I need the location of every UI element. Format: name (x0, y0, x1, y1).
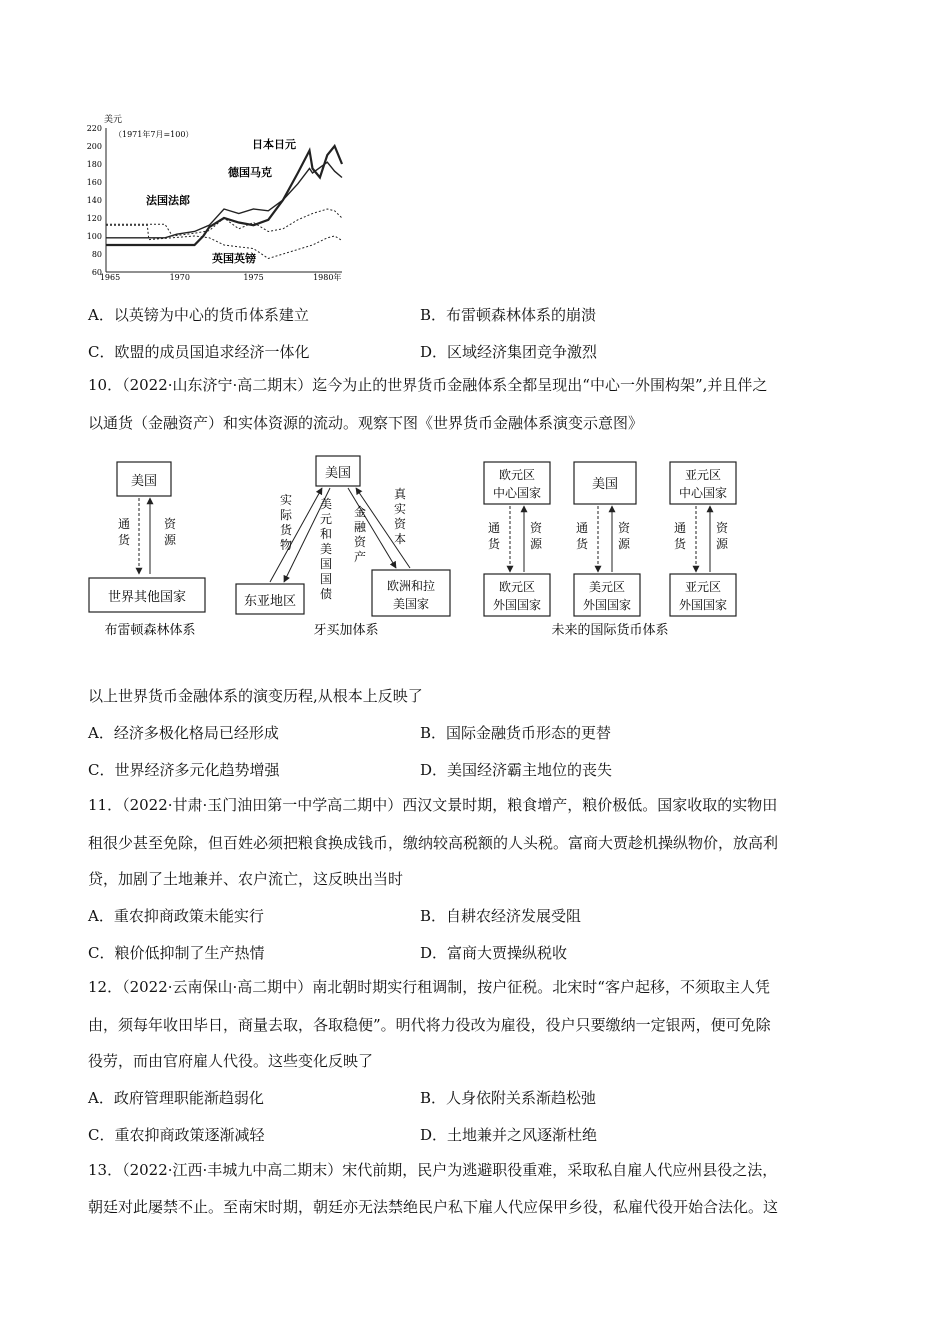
future-as-top-2: 中心国家 (678, 486, 728, 500)
q11-option-c: C．粮价低抑制了生产热情 (88, 944, 265, 962)
label-franc: 法国法郎 (146, 194, 190, 207)
q10-line2: 以通货（金融资产）和实体资源的流动。观察下图《世界货币金融体系演变示意图》 (88, 414, 644, 432)
q12-option-d: D．土地兼并之风逐渐杜绝 (420, 1126, 598, 1144)
future-panel (484, 462, 736, 638)
chart-ylabel: 美元 (104, 115, 123, 125)
future-us-bottom-2: 外国国家 (582, 598, 632, 612)
q9-option-b: B．布雷顿森林体系的崩溃 (420, 306, 597, 324)
future-caption: 未来的国际货币体系 (551, 623, 669, 638)
jm-eu-label-1: 欧洲和拉 (386, 579, 436, 593)
future-us-top: 美国 (591, 477, 619, 492)
future-eu-bottom-2: 外国国家 (492, 598, 542, 612)
bw-label-right: 资源 (164, 517, 177, 547)
bretton-woods-panel (89, 462, 205, 638)
bw-others-label: 世界其他国家 (107, 590, 187, 605)
jm-label-usd: 美元和美国国债 (320, 497, 333, 601)
label-pound: 英国英镑 (212, 252, 256, 265)
jm-eu-label-2: 美国家 (392, 597, 430, 611)
future-as-bottom-2: 外国国家 (678, 598, 728, 612)
q12-option-b: B．人身依附关系渐趋松弛 (420, 1089, 597, 1107)
bw-caption: 布雷顿森林体系 (104, 623, 196, 638)
currency-chart (84, 112, 354, 280)
q12-option-a: A．政府管理职能渐趋弱化 (88, 1089, 264, 1107)
future-eu-top-1: 欧元区 (498, 468, 536, 482)
q10-option-c: C．世界经济多元化趋势增强 (88, 761, 280, 779)
q9-option-a: A．以英镑为中心的货币体系建立 (88, 306, 309, 324)
q11-line2: 租很少甚至免除，但百姓必须把粮食换成钱币，缴纳较高税额的人头税。富商大贾趁机操纵物价，放高利 (88, 834, 779, 852)
jm-us-label: 美国 (324, 466, 352, 481)
y-tick-label: 100 (86, 232, 102, 241)
q10-option-b: B．国际金融货币形态的更替 (420, 724, 612, 742)
jm-label-goods: 实际货物 (280, 493, 293, 552)
y-tick-label: 80 (91, 250, 102, 259)
future-as-top-1: 亚元区 (684, 468, 722, 482)
q10-option-a: A．经济多极化格局已经形成 (88, 724, 279, 742)
q11-option-a: A．重农抑商政策未能实行 (88, 907, 264, 925)
future-us-bottom-1: 美元区 (588, 580, 626, 594)
jamaica-panel (236, 456, 450, 638)
monetary-system-diagram (84, 448, 729, 648)
future-eu-top-2: 中心国家 (492, 486, 542, 500)
series-line-0 (106, 146, 342, 245)
q12-line3: 役劳，而由官府雇人代役。这些变化反映了 (88, 1052, 374, 1070)
series-line-2 (106, 209, 342, 236)
x-tick-label: 1980年 (313, 273, 342, 282)
future-eu-bottom-1: 欧元区 (498, 580, 536, 594)
x-tick-label: 1965 (99, 273, 121, 282)
label-mark: 德国马克 (228, 166, 272, 179)
q10-line1: 10．（2022·山东济宁·高二期末）迄今为止的世界货币金融体系全都呈现出“中心一外围构架”,并且伴之 (88, 376, 768, 394)
q10-option-d: D．美国经济霸主地位的丧失 (420, 761, 613, 779)
x-tick-label: 1970 (169, 273, 190, 282)
future-as-label-l: 通货 (674, 521, 687, 551)
q13-line2: 朝廷对此屡禁不止。至南宋时期，朝廷亦无法禁绝民户私下雇人代应保甲乡役，私雇代役开始合法化。这 (88, 1198, 779, 1216)
q9-option-c: C．欧盟的成员国追求经济一体化 (88, 343, 310, 361)
future-eu-label-r: 资源 (530, 521, 543, 551)
q12-option-c: C．重农抑商政策逐渐减轻 (88, 1126, 265, 1144)
y-tick-label: 60 (91, 268, 102, 277)
q12-line2: 由，须每年收田毕日，商量去取，各取稳便”。明代将力役改为雇役，役户只要缴纳一定银两，便可免除 (88, 1016, 771, 1034)
future-as-label-r: 资源 (716, 521, 729, 551)
bw-label-left: 通货 (118, 517, 131, 547)
x-tick-label: 1975 (243, 273, 264, 282)
future-us-label-r: 资源 (618, 521, 631, 551)
q11-option-d: D．富商大贾操纵税收 (420, 944, 568, 962)
jm-asia-label: 东亚地区 (243, 594, 297, 609)
jm-label-capital: 真实资本 (394, 487, 407, 546)
jm-caption: 牙买加体系 (313, 623, 379, 638)
jm-arrow-goods (270, 488, 322, 582)
series-line-1 (106, 162, 342, 238)
q11-option-b: B．自耕农经济发展受阻 (420, 907, 582, 925)
bw-us-label: 美国 (130, 474, 158, 489)
y-tick-label: 120 (86, 214, 102, 223)
jm-label-finance: 金融资产 (354, 505, 367, 564)
q11-line3: 贷，加剧了土地兼并、农户流亡，这反映出当时 (88, 870, 404, 888)
y-tick-label: 180 (86, 160, 102, 169)
future-us-label-l: 通货 (576, 521, 589, 551)
y-tick-label: 220 (86, 124, 102, 133)
future-eu-label-l: 通货 (488, 521, 501, 551)
q10-stem: 以上世界货币金融体系的演变历程,从根本上反映了 (88, 687, 423, 705)
q12-line1: 12．（2022·云南保山·高二期中）南北朝时期实行租调制，按户征税。北宋时“客户起移，不须取主人凭 (88, 978, 770, 996)
y-tick-label: 160 (86, 178, 102, 187)
future-as-bottom-1: 亚元区 (684, 580, 722, 594)
y-tick-label: 200 (86, 142, 102, 151)
q13-line1: 13．（2022·江西·丰城九中高二期末）宋代前期，民户为逃避职役重难，采取私自雇人代应州县役之法， (88, 1161, 778, 1179)
q9-option-d: D．区域经济集团竞争激烈 (420, 343, 598, 361)
chart-note: （1971年7月=100） (114, 130, 194, 139)
q11-line1: 11．（2022·甘肃·玉门油田第一中学高二期中）西汉文景时期，粮食增产，粮价极低。国家收取的实物田 (88, 796, 778, 814)
label-yen: 日本日元 (252, 138, 296, 151)
y-tick-label: 140 (86, 196, 102, 205)
